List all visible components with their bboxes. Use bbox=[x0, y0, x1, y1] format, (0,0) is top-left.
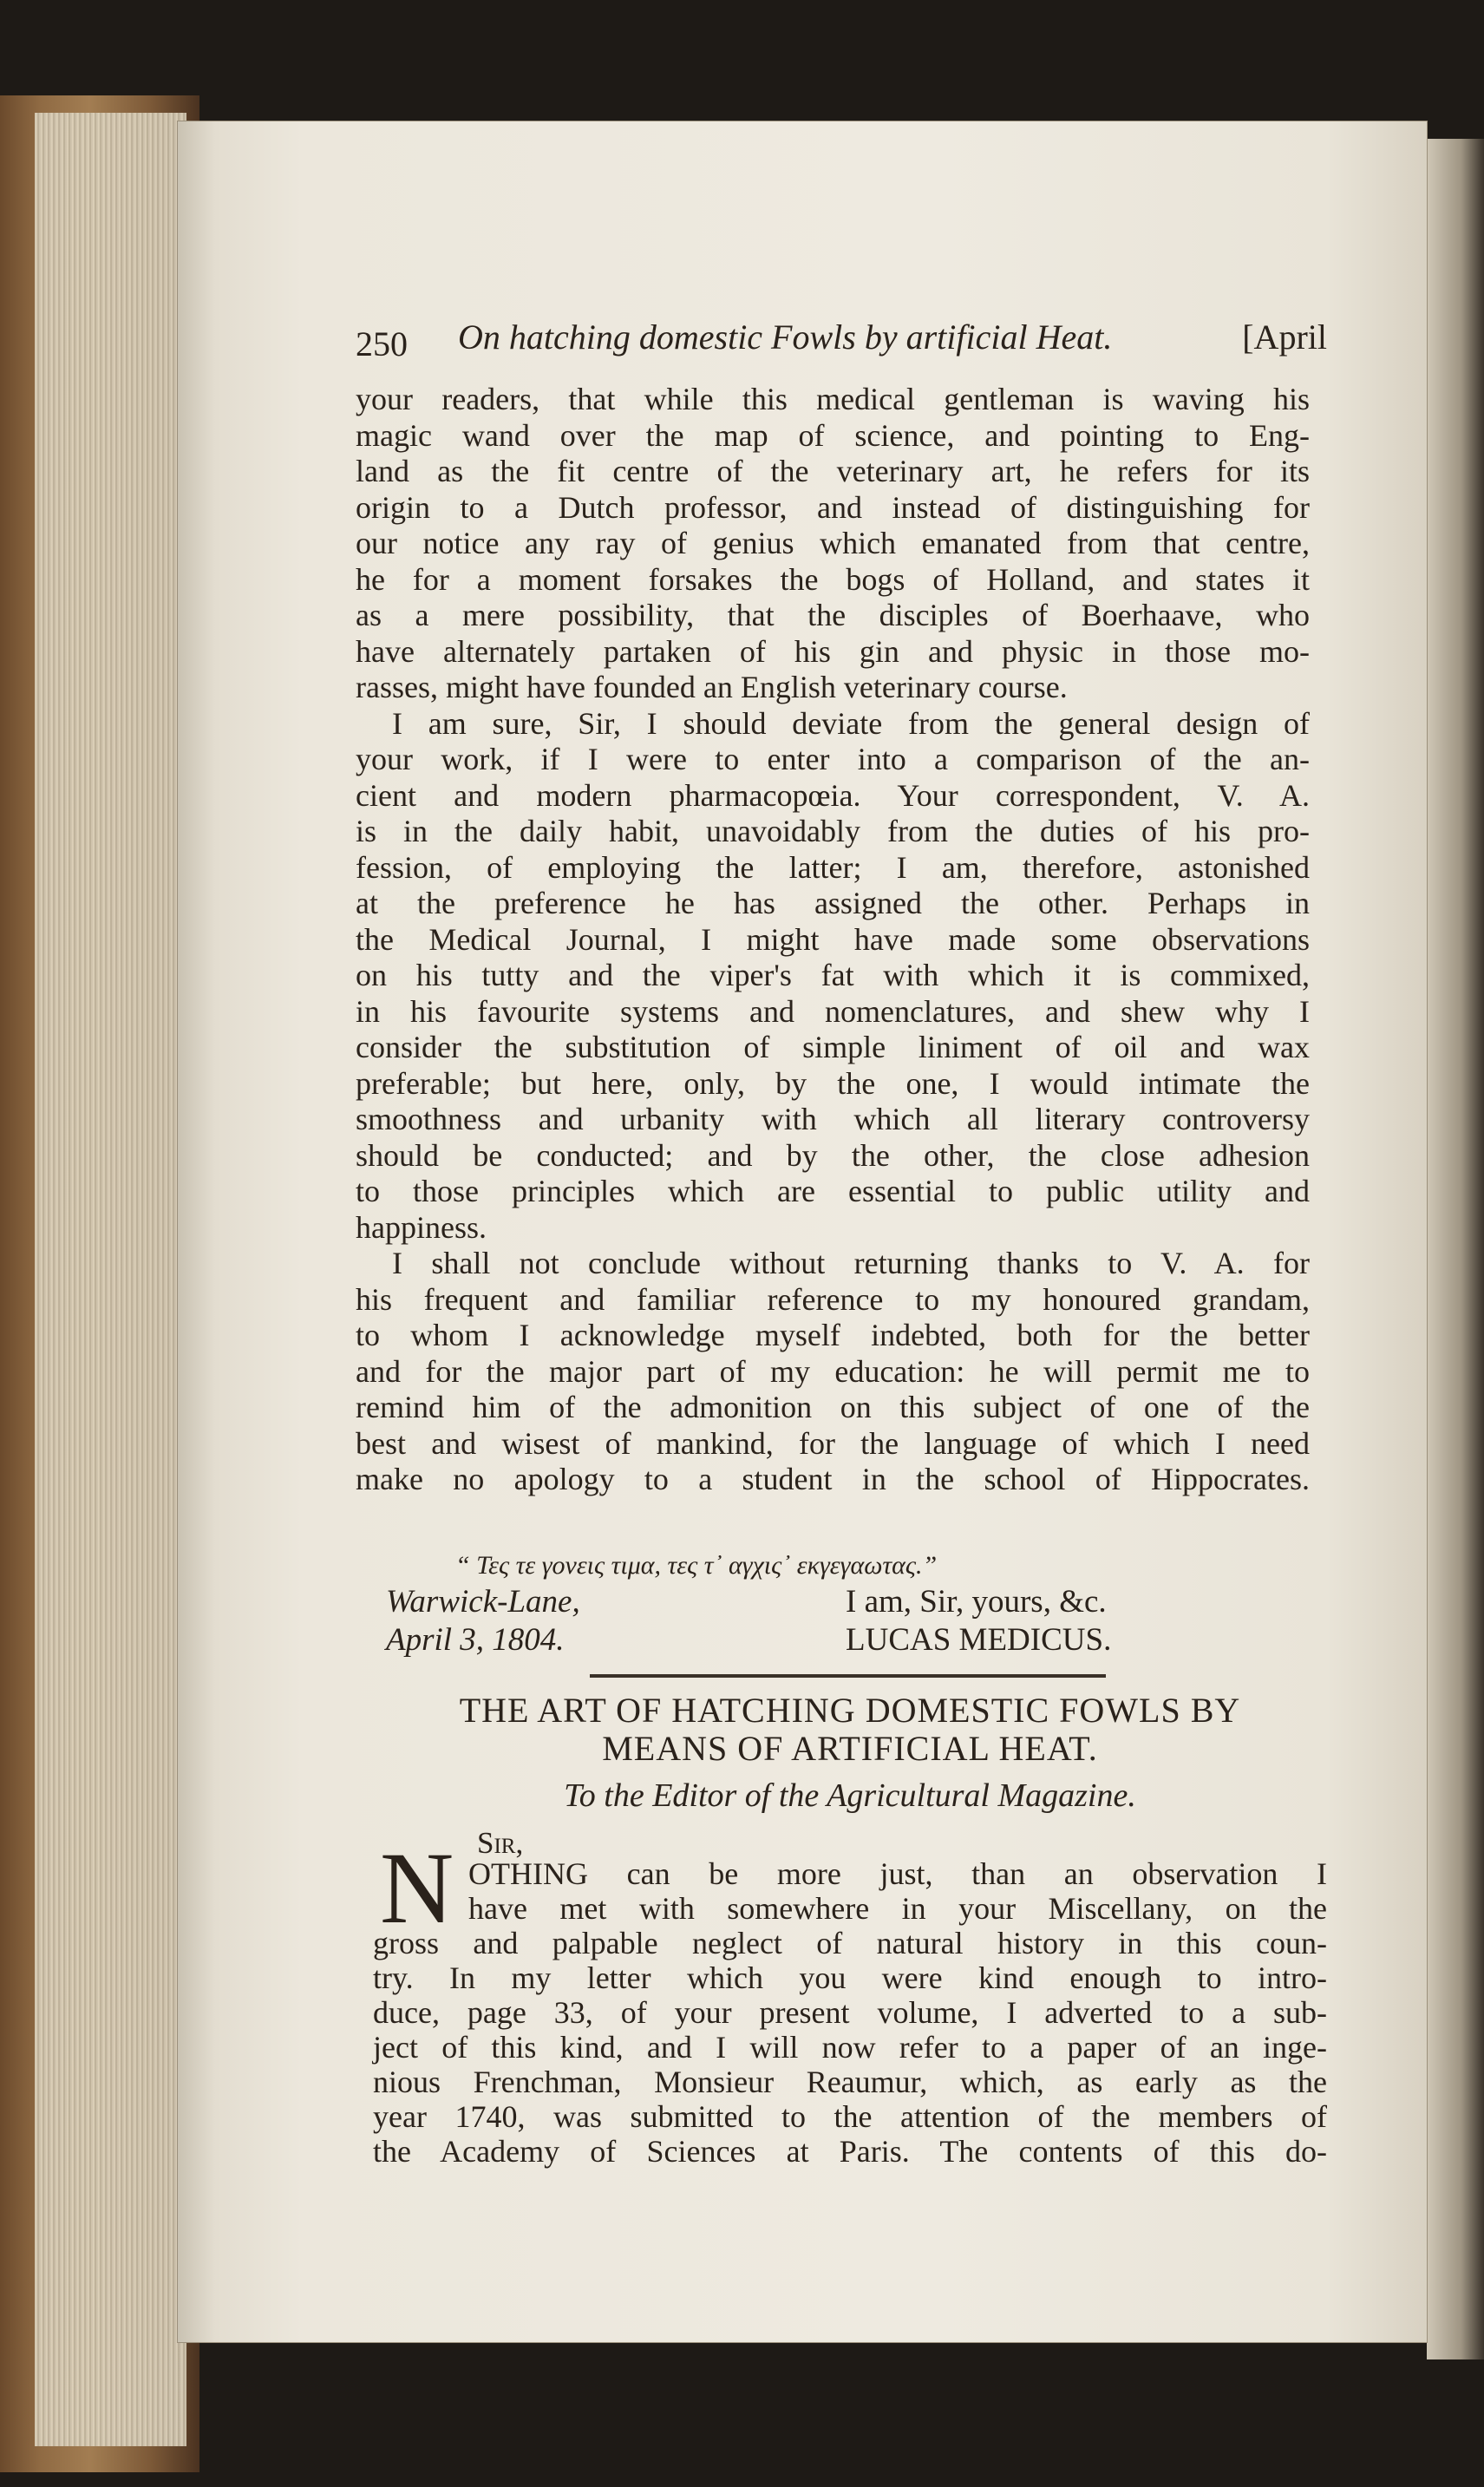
text-line: smoothness and urbanity with which all literary controversy bbox=[356, 1102, 1310, 1136]
signature-place-date bbox=[386, 1583, 580, 1659]
text-line: on his tutty and the viper's fat with which it is commixed, bbox=[356, 958, 1310, 992]
text-line: your work, if I were to enter into a comparison of the an- bbox=[356, 742, 1310, 776]
text-line: he for a moment forsakes the bogs of Holland, and states it bbox=[356, 561, 1310, 597]
page-stack-edges bbox=[35, 113, 186, 2446]
signature-block bbox=[846, 1583, 1111, 1659]
text-line: duce, page 33, of your present volume, I adverted to a sub- bbox=[373, 1995, 1327, 2030]
text-line: I shall not conclude without returning thanks to V. A. for bbox=[392, 1246, 1310, 1280]
text-line: happiness. bbox=[356, 1209, 487, 1245]
facing-page-edge bbox=[1427, 139, 1484, 2359]
text-line: have alternately partaken of his gin and physic in those mo- bbox=[356, 633, 1310, 669]
text-line: the Academy of Sciences at Paris. The contents of this do- bbox=[373, 2134, 1327, 2169]
text-line: to those principles which are essential to public utility and bbox=[356, 1174, 1310, 1208]
article-title-line: THE ART OF HATCHING DOMESTIC FOWLS BY bbox=[459, 1691, 1241, 1730]
text-line: our notice any ray of genius which emanated from that centre, bbox=[356, 526, 1310, 560]
text-line: gross and palpable neglect of natural history in this coun- bbox=[373, 1926, 1327, 1960]
text-line: nious Frenchman, Monsieur Reaumur, which, as early as the bbox=[373, 2065, 1327, 2099]
salutation: Sir, bbox=[477, 1826, 524, 1860]
drop-cap: N bbox=[380, 1831, 454, 1945]
to-editor-line: To the Editor of the Agricultural Magazine. bbox=[564, 1777, 1136, 1814]
article-title bbox=[373, 1692, 1327, 1768]
signature-name: LUCAS MEDICUS. bbox=[846, 1622, 1112, 1658]
text-line: I am sure, Sir, I should deviate from the general design of bbox=[392, 705, 1310, 741]
text-line: remind him of the admonition on this subject of one of the bbox=[356, 1390, 1310, 1424]
greek-quotation: “ Τες τε γονεις τιμα, τες τ᾽ αγχις᾽ εκγεγαωτας.” bbox=[455, 1551, 938, 1580]
text-line: OTHING can be more just, than an observation I bbox=[468, 1856, 1327, 1891]
text-line: cient and modern pharmacopœia. Your correspondent, V. A. bbox=[356, 777, 1310, 813]
text-line: and for the major part of my education: he will permit me to bbox=[356, 1353, 1310, 1389]
text-line: to whom I acknowledge myself indebted, both for the better bbox=[356, 1318, 1310, 1352]
article-title-line: MEANS OF ARTIFICIAL HEAT. bbox=[602, 1729, 1098, 1768]
text-line: have met with somewhere in your Miscellany, on the bbox=[468, 1891, 1327, 1926]
text-line: the Medical Journal, I might have made some observations bbox=[356, 921, 1310, 957]
text-line: is in the daily habit, unavoidably from the duties of his pro- bbox=[356, 814, 1310, 848]
text-line: fession, of employing the latter; I am, therefore, astonished bbox=[356, 849, 1310, 885]
page-number: 250 bbox=[356, 324, 408, 363]
text-line: consider the substitution of simple liniment of oil and wax bbox=[356, 1030, 1310, 1064]
text-line: ject of this kind, and I will now refer to a paper of an inge- bbox=[373, 2030, 1327, 2065]
text-line: should be conducted; and by the other, the close adhesion bbox=[356, 1137, 1310, 1173]
text-line: make no apology to a student in the school of Hippocrates. bbox=[356, 1462, 1310, 1496]
text-line: origin to a Dutch professor, and instead of distinguishing for bbox=[356, 489, 1310, 525]
running-head bbox=[356, 317, 1327, 369]
text-line: your readers, that while this medical gentleman is waving his bbox=[356, 382, 1310, 416]
text-line: magic wand over the map of science, and pointing to Eng- bbox=[356, 417, 1310, 453]
text-line: rasses, might have founded an English veterinary course. bbox=[356, 670, 1068, 704]
text-line: preferable; but here, only, by the one, I would intimate the bbox=[356, 1065, 1310, 1101]
text-line: best and wisest of mankind, for the language of which I need bbox=[356, 1425, 1310, 1461]
running-title: On hatching domestic Fowls by artificial Heat. bbox=[458, 317, 1113, 357]
text-line: his frequent and familiar reference to my honoured grandam, bbox=[356, 1281, 1310, 1317]
signature-closing: I am, Sir, yours, &c. bbox=[846, 1584, 1107, 1620]
text-line: year 1740, was submitted to the attention of the members of bbox=[373, 2099, 1327, 2134]
text-line: land as the fit centre of the veterinary art, he refers for its bbox=[356, 454, 1310, 488]
letter-body bbox=[356, 382, 1310, 1498]
section-divider bbox=[590, 1674, 1106, 1678]
signature-date: April 3, 1804. bbox=[386, 1622, 565, 1658]
text-line: as a mere possibility, that the disciples of Boerhaave, who bbox=[356, 598, 1310, 632]
running-month: [April bbox=[1242, 317, 1327, 357]
text-line: in his favourite systems and nomenclatures, and shew why I bbox=[356, 993, 1310, 1029]
signature-place: Warwick-Lane, bbox=[386, 1584, 580, 1620]
text-line: try. In my letter which you were kind enough to intro- bbox=[373, 1960, 1327, 1995]
text-line: at the preference he has assigned the other. Perhaps in bbox=[356, 886, 1310, 920]
article-body bbox=[373, 1856, 1327, 2169]
